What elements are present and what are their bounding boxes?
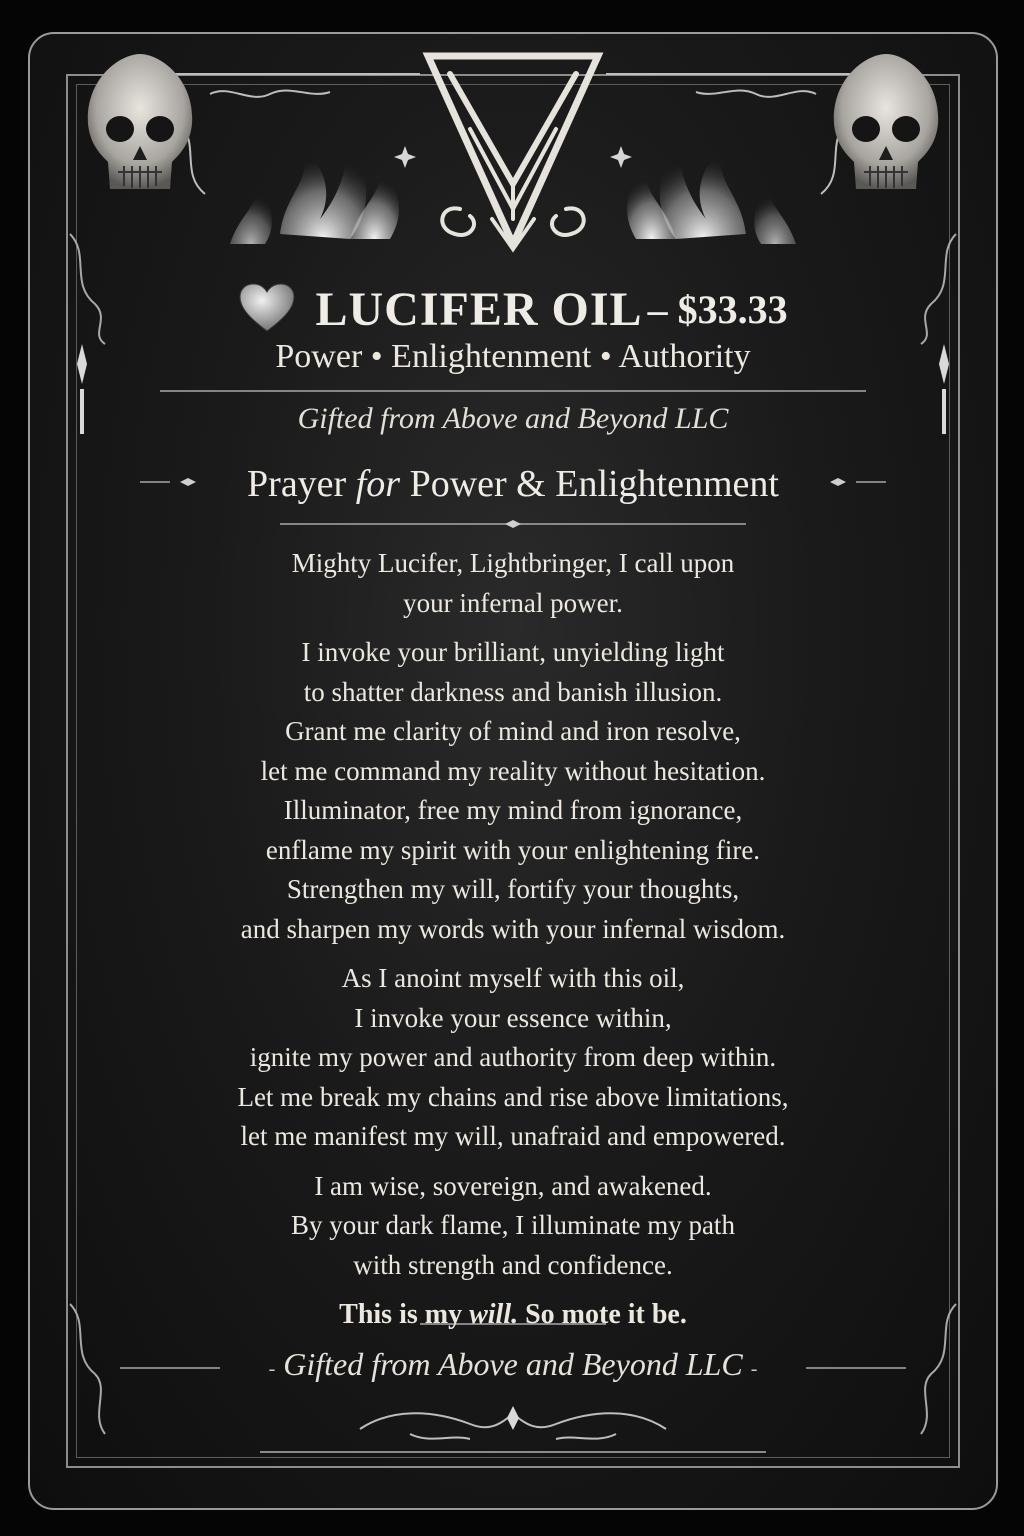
dash-left: - [268, 1358, 276, 1380]
bottom-gem-ornament [507, 1406, 519, 1430]
dash-right: - [750, 1358, 758, 1380]
prayer-line: let me manifest my will, unafraid and empowered. [240, 1121, 786, 1151]
prayer-line: enflame my spirit with your enlightening fire. [265, 834, 761, 865]
brand-line-top: Gifted from Above and Beyond LLC [297, 402, 729, 435]
prayer-stanza [30, 959, 996, 1157]
prayer-line: to shatter darkness and banish illusion. [303, 676, 723, 707]
prayer-line: Strengthen my will, fortify your thoughts, [286, 874, 740, 904]
sigil-of-lucifer-icon [428, 56, 598, 249]
prayer-stanza [30, 1167, 996, 1286]
prayer-line: As I anoint myself with this oil, [341, 963, 685, 993]
oil-card [28, 32, 998, 1510]
prayer-line: Let me break my chains and rise above limitations, [237, 1081, 789, 1112]
prayer-line: Illuminator, free my mind from ignorance, [283, 795, 743, 825]
prayer-closing [30, 1295, 996, 1335]
product-subtitle: Power • Enlightenment • Authority [275, 338, 751, 375]
prayer-line: let me command my reality without hesitation. [260, 755, 766, 786]
prayer-heading-before: Prayer [247, 463, 356, 505]
prayer-line: By your dark flame, I illuminate my path [291, 1210, 735, 1240]
closing-after: So mote it be. [518, 1299, 687, 1330]
top-scrollwork [150, 74, 876, 194]
prayer-line: Mighty Lucifer, Lightbringer, I call upon [291, 548, 735, 578]
star-ornaments [394, 146, 632, 168]
prayer-line: Grant me clarity of mind and iron resolve, [285, 716, 741, 746]
product-title: LUCIFER OIL [315, 283, 643, 336]
product-title-row [30, 282, 996, 337]
prayer-line: ignite my power and authority from deep within. [249, 1042, 777, 1072]
prayer-heading-after: Power & Enlightenment [400, 463, 779, 505]
prayer-line: and sharpen my words with your infernal wisdom. [240, 913, 786, 944]
prayer-line: your infernal power. [403, 587, 623, 618]
prayer-line: I am wise, sovereign, and awakened. [314, 1170, 712, 1201]
prayer-line: with strength and confidence. [353, 1249, 673, 1280]
flames-right [627, 139, 796, 244]
brand-line-bottom-text: Gifted from Above and Beyond LLC [283, 1346, 743, 1382]
prayer-stanza [30, 633, 996, 949]
prayer-stanza [30, 544, 996, 623]
closing-italic: will. [469, 1299, 519, 1330]
product-price: – $33.33 [647, 287, 788, 332]
heart-icon [238, 283, 296, 337]
closing-before: This is my [339, 1299, 470, 1330]
prayer-heading [30, 462, 996, 506]
prayer-text [30, 544, 996, 1335]
prayer-line: I invoke your brilliant, unyielding light [301, 637, 725, 667]
flames-left [230, 139, 399, 244]
prayer-heading-italic: for [355, 463, 401, 505]
brand-line-bottom [30, 1346, 996, 1383]
prayer-line: I invoke your essence within, [354, 1002, 672, 1033]
